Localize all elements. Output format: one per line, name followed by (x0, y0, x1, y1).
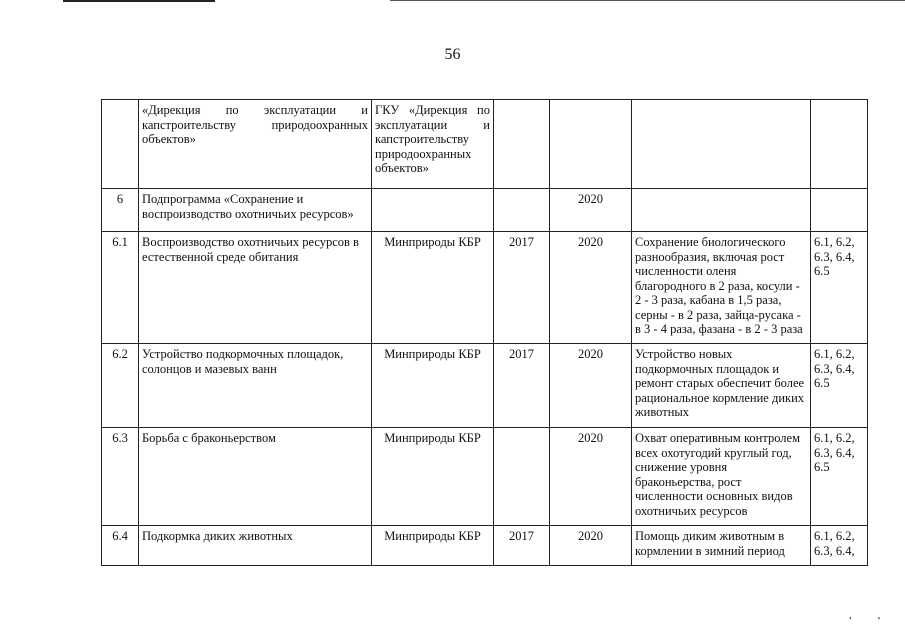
start-year (494, 100, 550, 189)
scan-dots-decoration: ·· (848, 612, 905, 627)
start-year (494, 189, 550, 232)
activity-name: Подпрограмма «Сохранение и воспроизводство охотничьих ресурсов» (139, 189, 372, 232)
indicator-links: 6.1, 6.2, 6.3, 6.4, 6.5 (811, 344, 868, 428)
row-number: 6.1 (102, 232, 139, 344)
expected-result: Охват оперативным контролем всех охотугодий круглый год, снижение уровня браконьерства, рост численности основных видов охотничьих ресурсов (632, 428, 811, 526)
row-number (102, 100, 139, 189)
expected-result (632, 100, 811, 189)
indicator-links (811, 189, 868, 232)
expected-result (632, 189, 811, 232)
activity-name: Подкормка диких животных (139, 526, 372, 566)
row-number: 6 (102, 189, 139, 232)
top-rule-right (390, 0, 905, 1)
row-number: 6.4 (102, 526, 139, 566)
end-year (550, 100, 632, 189)
end-year: 2020 (550, 189, 632, 232)
activity-name: «Дирекция по эксплуатации и капстроительству природоохранных объектов» (139, 100, 372, 189)
activity-name: Устройство подкормочных площадок, солонцов и мазевых ванн (139, 344, 372, 428)
page-number: 56 (444, 46, 461, 63)
end-year: 2020 (550, 344, 632, 428)
table-row (102, 344, 868, 428)
end-year: 2020 (550, 232, 632, 344)
expected-result: Устройство новых подкормочных площадок и ремонт старых обеспечит более рациональное кормление диких животных (632, 344, 811, 428)
indicator-links (811, 100, 868, 189)
table-row (102, 100, 868, 189)
indicator-links: 6.1, 6.2, 6.3, 6.4, (811, 526, 868, 566)
start-year: 2017 (494, 232, 550, 344)
table-row (102, 232, 868, 344)
executor: Минприроды КБР (372, 344, 494, 428)
executor: Минприроды КБР (372, 526, 494, 566)
top-rule-left (63, 0, 215, 2)
table-row (102, 526, 868, 566)
row-number: 6.2 (102, 344, 139, 428)
start-year: 2017 (494, 526, 550, 566)
executor: ГКУ «Дирекция по эксплуатации и капстроительству природоохранных объектов» (372, 100, 494, 189)
row-number: 6.3 (102, 428, 139, 526)
executor (372, 189, 494, 232)
table-row (102, 189, 868, 232)
start-year: 2017 (494, 344, 550, 428)
table-row (102, 428, 868, 526)
program-table (101, 99, 868, 566)
activity-name: Борьба с браконьерством (139, 428, 372, 526)
executor: Минприроды КБР (372, 428, 494, 526)
expected-result: Сохранение биологического разнообразия, включая рост численности оленя благородного в 2 раза, косули - 2 - 3 раза, кабана в 1,5 раза, серны - в 2 раза, зайца-русака - в 3 - 4 раза, фазана - в 2 - 3 раза (632, 232, 811, 344)
indicator-links: 6.1, 6.2, 6.3, 6.4, 6.5 (811, 232, 868, 344)
start-year (494, 428, 550, 526)
indicator-links: 6.1, 6.2, 6.3, 6.4, 6.5 (811, 428, 868, 526)
expected-result: Помощь диким животным в кормлении в зимний период (632, 526, 811, 566)
end-year: 2020 (550, 428, 632, 526)
activity-name: Воспроизводство охотничьих ресурсов в естественной среде обитания (139, 232, 372, 344)
executor: Минприроды КБР (372, 232, 494, 344)
end-year: 2020 (550, 526, 632, 566)
